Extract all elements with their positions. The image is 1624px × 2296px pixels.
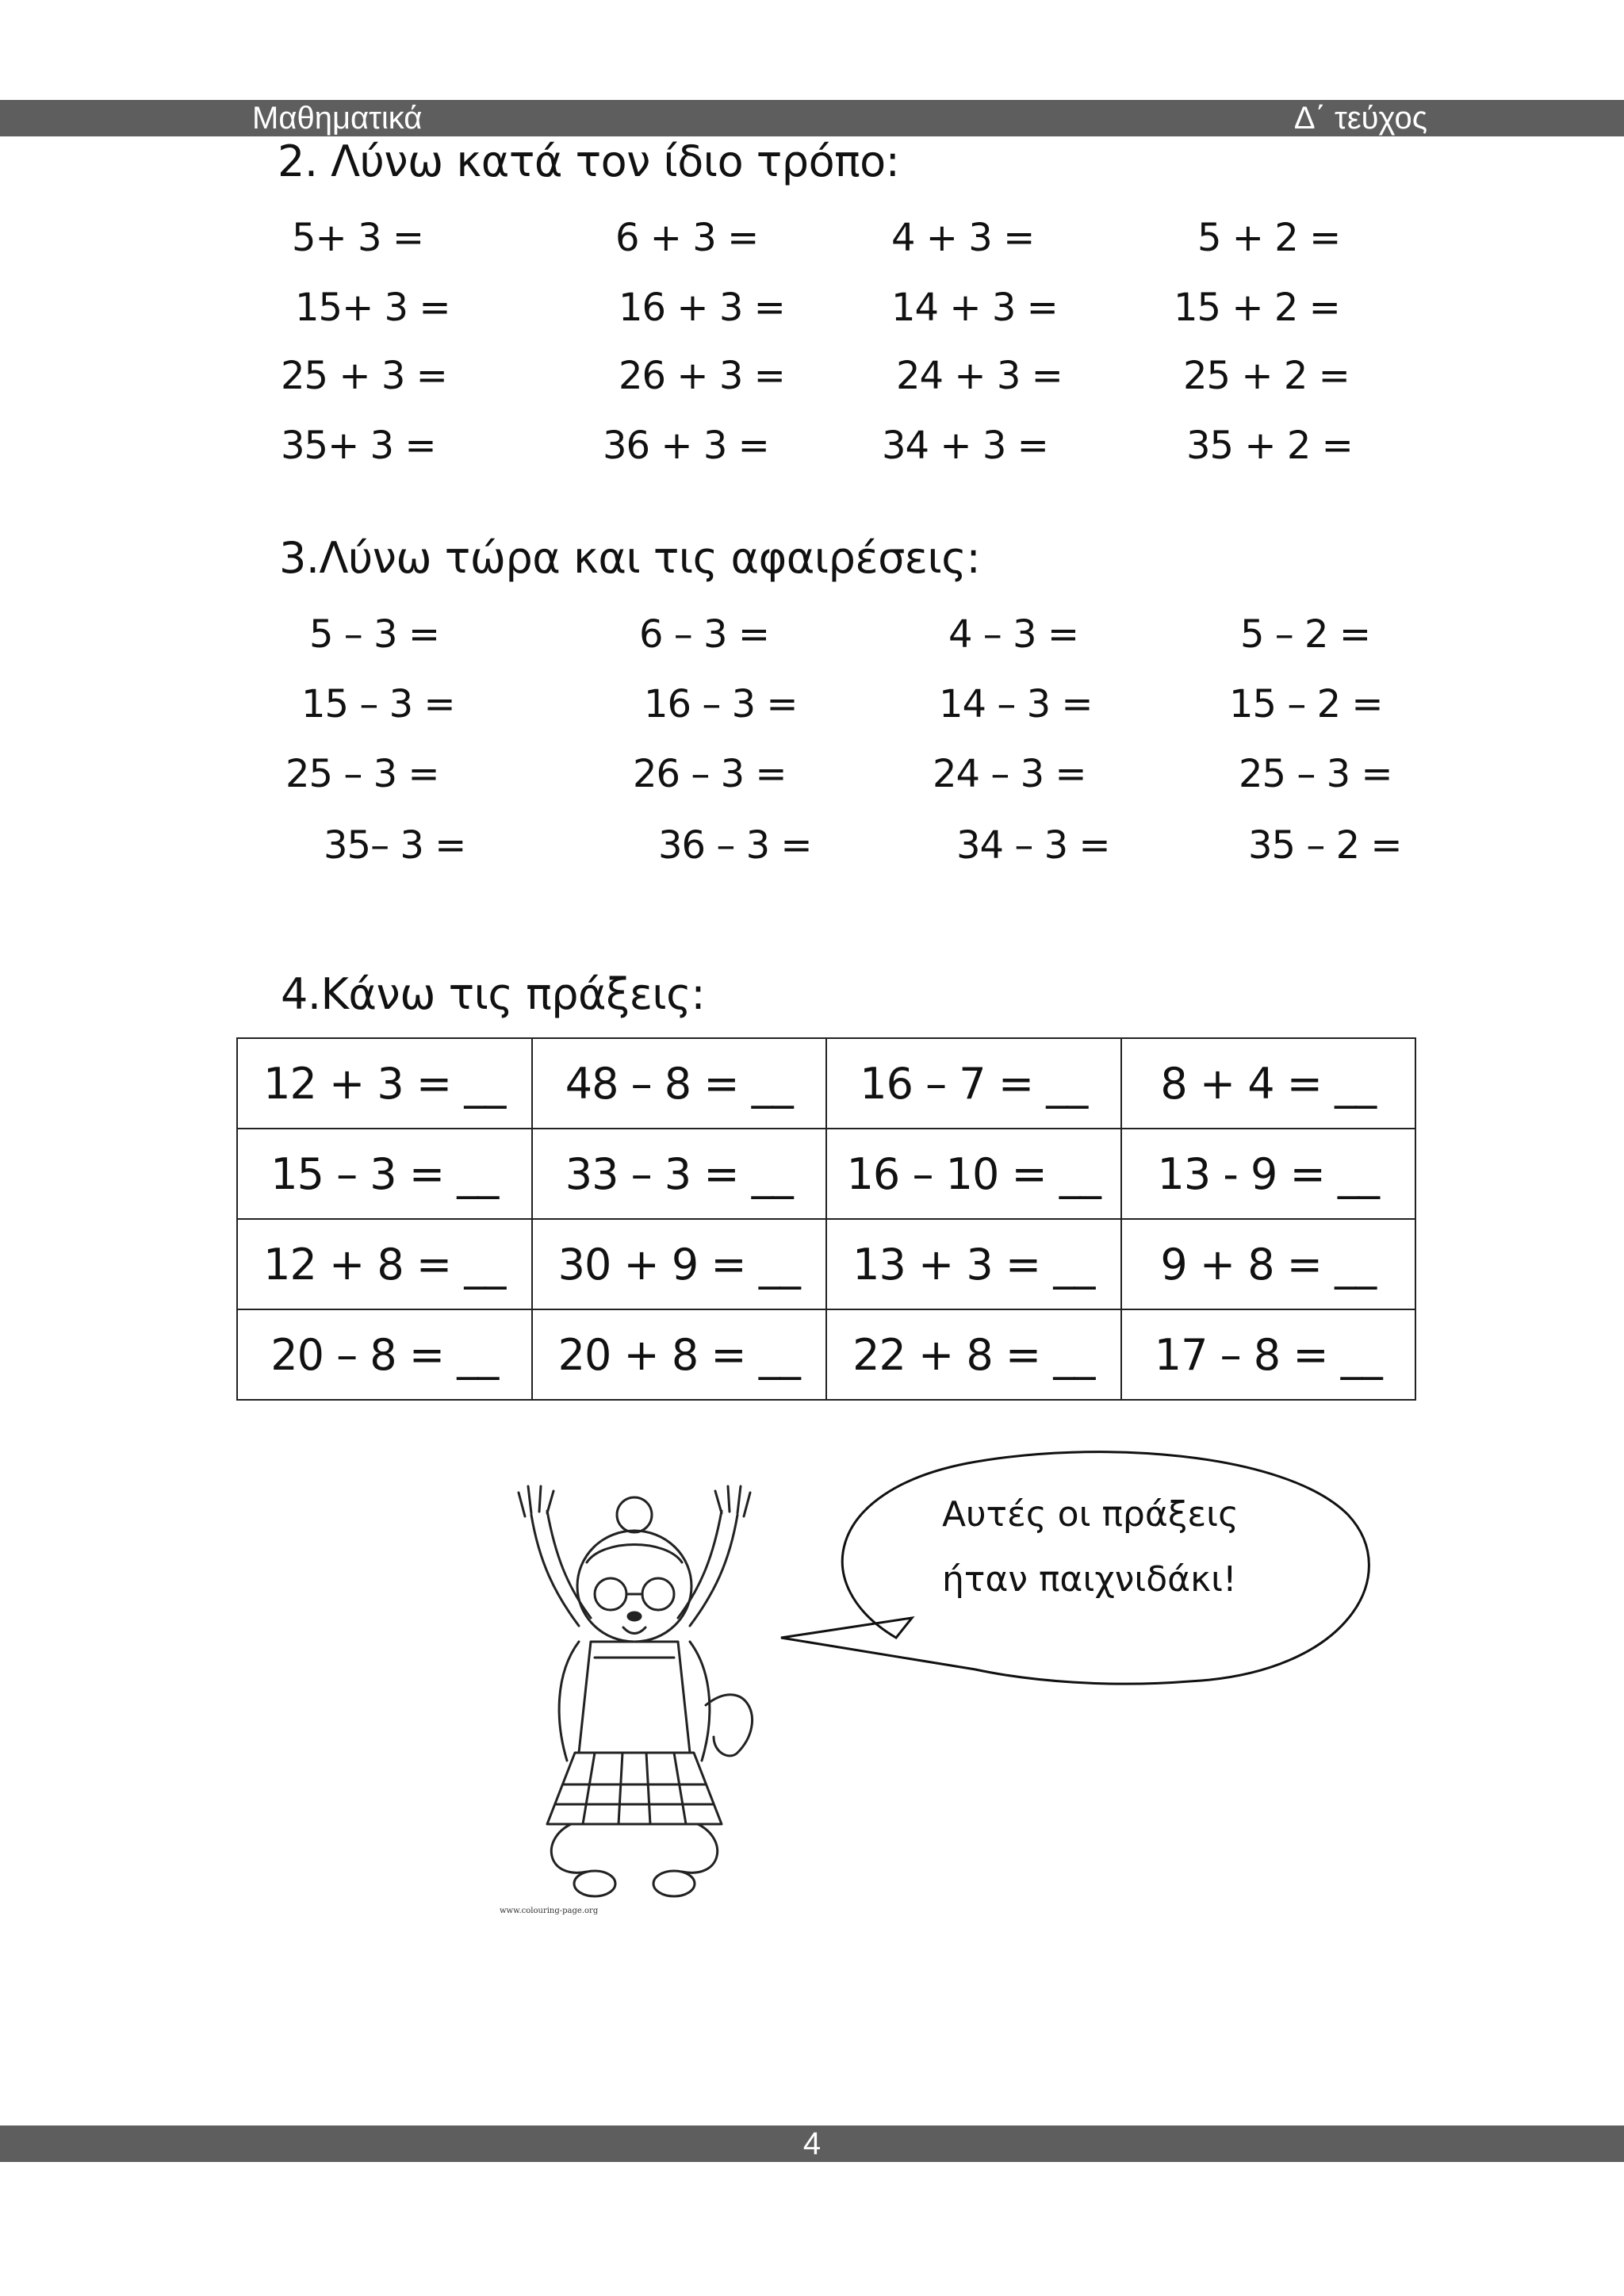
section3-expression: 24 – 3 = bbox=[933, 752, 1086, 796]
section3-expression: 4 – 3 = bbox=[948, 612, 1079, 657]
section3-expression: 15 – 3 = bbox=[301, 682, 455, 726]
table-row bbox=[237, 1038, 1415, 1129]
table-cell: 8 + 4 = __ bbox=[1121, 1038, 1416, 1129]
footer-bar bbox=[0, 2125, 1624, 2162]
section2-expression: 15+ 3 = bbox=[295, 286, 450, 330]
table-cell: 15 – 3 = __ bbox=[237, 1129, 532, 1219]
section2-title: 2. Λύνω κατά τον ίδιο τρόπο: bbox=[278, 136, 900, 186]
subject-label: Μαθηματικά bbox=[252, 101, 423, 136]
section4-title: 4.Κάνω τις πράξεις: bbox=[281, 969, 706, 1019]
section2-expression: 25 + 2 = bbox=[1183, 354, 1350, 398]
table-cell: 16 – 7 = __ bbox=[826, 1038, 1121, 1129]
section2-expression: 15 + 2 = bbox=[1174, 286, 1340, 330]
header-bar bbox=[0, 100, 1624, 136]
section3-expression: 5 – 3 = bbox=[309, 612, 440, 657]
section2-expression: 5+ 3 = bbox=[292, 216, 424, 260]
table-cell: 17 – 8 = __ bbox=[1121, 1309, 1416, 1400]
section3-expression: 26 – 3 = bbox=[633, 752, 787, 796]
section2-expression: 5 + 2 = bbox=[1197, 216, 1341, 260]
table-cell: 12 + 3 = __ bbox=[237, 1038, 532, 1129]
table-cell: 20 – 8 = __ bbox=[237, 1309, 532, 1400]
table-cell: 13 - 9 = __ bbox=[1121, 1129, 1416, 1219]
table-row bbox=[237, 1129, 1415, 1219]
section2-expression: 24 + 3 = bbox=[896, 354, 1063, 398]
section3-expression: 14 – 3 = bbox=[939, 682, 1093, 726]
section3-expression: 36 – 3 = bbox=[658, 823, 812, 868]
section3-expression: 25 – 3 = bbox=[1239, 752, 1392, 796]
section2-expression: 16 + 3 = bbox=[619, 286, 785, 330]
table-cell: 13 + 3 = __ bbox=[826, 1219, 1121, 1309]
section3-expression: 25 – 3 = bbox=[285, 752, 439, 796]
volume-label: Δ΄ τεύχος bbox=[1293, 101, 1427, 136]
section3-title: 3.Λύνω τώρα και τις αφαιρέσεις: bbox=[279, 533, 981, 583]
section2-expression: 34 + 3 = bbox=[882, 424, 1048, 468]
table-cell: 9 + 8 = __ bbox=[1121, 1219, 1416, 1309]
section2-expression: 36 + 3 = bbox=[603, 424, 769, 468]
section2-expression: 35+ 3 = bbox=[281, 424, 436, 468]
section3-expression: 15 – 2 = bbox=[1229, 682, 1383, 726]
table-cell: 22 + 8 = __ bbox=[826, 1309, 1121, 1400]
section3-expression: 16 – 3 = bbox=[644, 682, 798, 726]
table-cell: 48 – 8 = __ bbox=[532, 1038, 827, 1129]
table-row bbox=[237, 1309, 1415, 1400]
section3-expression: 35 – 2 = bbox=[1248, 823, 1402, 868]
table-cell: 16 – 10 = __ bbox=[826, 1129, 1121, 1219]
section2-expression: 4 + 3 = bbox=[891, 216, 1035, 260]
operations-table bbox=[236, 1037, 1416, 1401]
table-cell: 12 + 8 = __ bbox=[237, 1219, 532, 1309]
section3-expression: 5 – 2 = bbox=[1240, 612, 1371, 657]
table-cell: 20 + 8 = __ bbox=[532, 1309, 827, 1400]
cartoon-character-illustration bbox=[476, 1467, 793, 1915]
section2-expression: 25 + 3 = bbox=[281, 354, 447, 398]
section2-expression: 6 + 3 = bbox=[615, 216, 759, 260]
section3-expression: 34 – 3 = bbox=[956, 823, 1110, 868]
section3-expression: 35– 3 = bbox=[324, 823, 466, 868]
illustration-credit: www.colouring-page.org bbox=[500, 1907, 599, 1915]
speech-bubble bbox=[777, 1443, 1396, 1716]
section2-expression: 14 + 3 = bbox=[891, 286, 1058, 330]
speech-bubble-line2: ήταν παιχνιδάκι! bbox=[942, 1559, 1237, 1600]
section2-expression: 26 + 3 = bbox=[619, 354, 785, 398]
section2-expression: 35 + 2 = bbox=[1186, 424, 1353, 468]
speech-bubble-line1: Αυτές οι πράξεις bbox=[942, 1494, 1239, 1535]
table-row bbox=[237, 1219, 1415, 1309]
section3-expression: 6 – 3 = bbox=[639, 612, 770, 657]
table-cell: 30 + 9 = __ bbox=[532, 1219, 827, 1309]
cartoon-chipette-icon bbox=[476, 1467, 793, 1911]
page-number: 4 bbox=[802, 2126, 822, 2161]
table-cell: 33 – 3 = __ bbox=[532, 1129, 827, 1219]
